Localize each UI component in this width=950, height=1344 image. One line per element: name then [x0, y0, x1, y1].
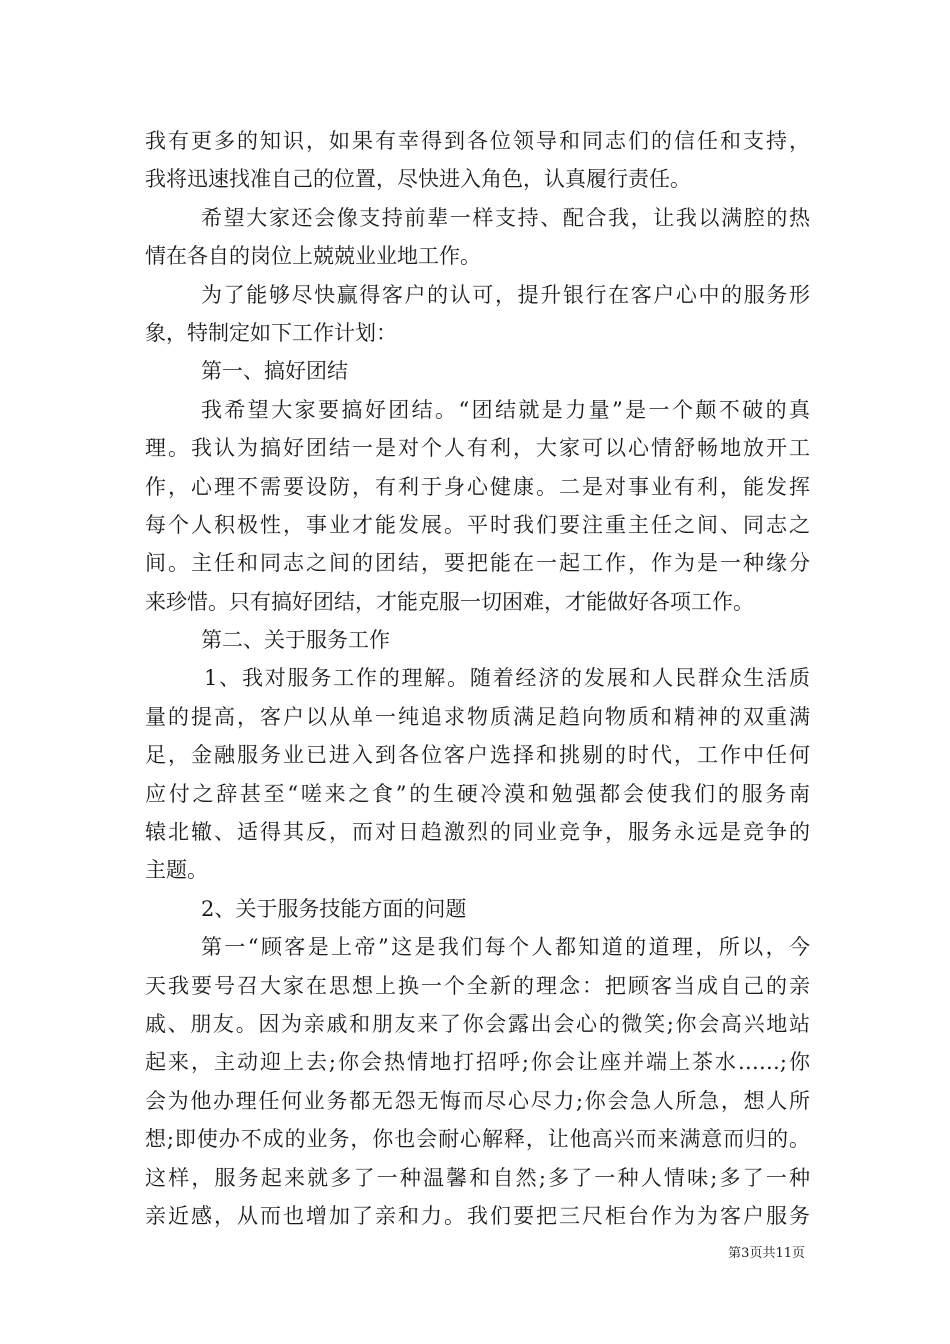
section-heading: 第二、关于服务工作 — [201, 628, 390, 653]
section-heading: 2、关于服务技能方面的问题 — [201, 896, 467, 921]
text-line: 情在各自的岗位上兢兢业业地工作。 — [145, 244, 481, 269]
text-line: 1、我对服务工作的理解。随着经济的发展和人民群众生活质 — [204, 666, 810, 691]
text-line: 我将迅速找准自己的位置，尽快进入角色，认真履行责任。 — [145, 167, 691, 192]
text-line: 第一“顾客是上帝”这是我们每个人都知道的道理，所以，今 — [201, 935, 810, 960]
text-line: 足，金融服务业已进入到各位客户选择和挑剔的时代，工作中任何 — [145, 743, 810, 768]
section-heading: 第一、搞好团结 — [201, 359, 348, 384]
text-line: 主题。 — [145, 858, 208, 883]
text-line: 来珍惜。只有搞好团结，才能克服一切困难，才能做好各项工作。 — [145, 589, 754, 614]
text-line: 作，心理不需要设防，有利于身心健康。二是对事业有利，能发挥 — [145, 474, 810, 499]
text-line: 理。我认为搞好团结一是对个人有利，大家可以心情舒畅地放开工 — [145, 436, 810, 461]
text-line: 量的提高，客户以从单一纯追求物质满足趋向物质和精神的双重满 — [145, 704, 810, 729]
text-line: 辕北辙、适得其反，而对日趋激烈的同业竞争，服务永远是竞争的 — [145, 820, 810, 845]
text-line: 每个人积极性，事业才能发展。平时我们要注重主任之间、同志之 — [145, 512, 810, 537]
text-line: 我希望大家要搞好团结。“团结就是力量”是一个颠不破的真 — [201, 397, 810, 422]
page-number-footer — [0, 1242, 805, 1261]
text-line: 希望大家还会像支持前辈一样支持、配合我，让我以满腔的热 — [201, 205, 810, 230]
text-line: 这样，服务起来就多了一种温馨和自然;多了一种人情味;多了一种 — [145, 1165, 810, 1190]
body-text — [145, 122, 810, 1235]
text-line: 想;即使办不成的业务，你也会耐心解释，让他高兴而来满意而归的。 — [145, 1127, 810, 1152]
text-line: 我有更多的知识，如果有幸得到各位领导和同志们的信任和支持， — [145, 129, 810, 153]
text-line: 为了能够尽快赢得客户的认可，提升银行在客户心中的服务形 — [201, 282, 810, 307]
text-line: 起来，主动迎上去;你会热情地打招呼;你会让座并端上茶水……;你 — [145, 1050, 810, 1075]
text-line: 亲近感，从而也增加了亲和力。我们要把三尺柜台作为为客户服务 — [145, 1203, 810, 1228]
text-line: 应付之辞甚至“嗟来之食”的生硬冷漠和勉强都会使我们的服务南 — [145, 781, 810, 806]
text-line: 间。主任和同志之间的团结，要把能在一起工作，作为是一种缘分 — [145, 551, 810, 576]
text-line: 天我要号召大家在思想上换一个全新的理念：把顾客当成自己的亲 — [145, 973, 810, 998]
text-line: 象，特制定如下工作计划： — [145, 320, 397, 345]
text-line: 戚、朋友。因为亲戚和朋友来了你会露出会心的微笑;你会高兴地站 — [145, 1011, 810, 1036]
page-number-label: 第3页共11页 — [728, 1246, 805, 1261]
text-line: 会为他办理任何业务都无怨无悔而尽心尽力;你会急人所急，想人所 — [145, 1088, 810, 1113]
